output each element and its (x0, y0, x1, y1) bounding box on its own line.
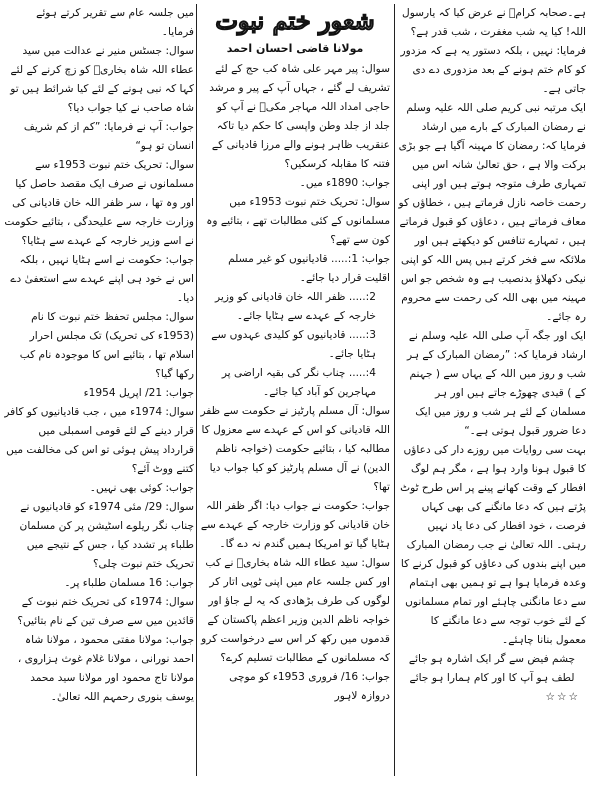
paragraph: ایک مرتبہ نبی کریم صلی اللہ علیہ وسلم نے رمضان المبارک کے بارے میں ارشاد فرمایا کہ: رمضان کا مہینہ آگیا ہے جو بڑی برکت والا ہے ، حق تعالیٰ شانہ اس میں تمہاری طرف متوجہ ہوتے ہیں اور اپنی رحمت خاصہ نازل فرماتے ہیں ، خطاؤں کو معاف فرماتے ہیں ، دعاؤں کو قبول فرماتے ہیں ، تمہارے تنافس کو دیکھتے ہیں اور ملائکہ سے فخر کرتے ہیں پس اللہ کو اپنی نیکی دکھلاؤ بدنصیب ہے وہ شخص جو اس مہینہ میں بھی اللہ کی رحمت سے محروم رہ جائے۔ (398, 102, 586, 323)
couplet-line: چشم فیض سے گر ایک اشارہ ہو جائے (408, 653, 576, 665)
paragraph: جواب: 21/ اپریل 1954ء (83, 387, 194, 399)
paragraph: جواب: کوئی بھی نہیں۔ (89, 482, 194, 494)
paragraph: سوال: 1974ء کی تحریک ختم نبوت کے قائدین میں سے صرف تین کے نام بتائیں؟ (17, 596, 194, 627)
couplet-line: لطف ہو آپ کا اور کام ہمارا ہو جائے (409, 672, 575, 684)
column-divider (394, 4, 395, 776)
stars-ornament: ☆☆☆ (545, 691, 580, 703)
paragraph: سوال: جسٹس منیر نے عدالت میں سید عطاء اللہ شاہ بخاریؒ کو زچ کرنے کے لئے کہا کہ نبی ہونے کے لئے کیا شرائط ہیں تو شاہ صاحب نے کیا جواب دیا؟ (10, 45, 194, 114)
paragraph: جواب: حکومت نے اسے ہٹایا نہیں ، بلکہ اس نے خود ہی اپنے عہدے سے استعفیٰ دے دیا۔ (10, 254, 194, 304)
paragraph: 3:..... قادیانیوں کو کلیدی عہدوں سے ہٹایا جائے۔ (211, 329, 376, 360)
masthead-title: شعور ختم نبوت (215, 6, 375, 35)
paragraph: جواب: مولانا مفتی محمود ، مولانا شاہ احمد نورانی ، مولانا غلام غوث ہزاروی ، مولانا تاج محمود اور مولانا سید محمد یوسف بنوری رحمہم اللہ تعالیٰ۔ (17, 634, 194, 703)
paragraph: سوال: 1974ء میں ، جب قادیانیوں کو کافر قرار دینے کے لئے قومی اسمبلی میں قرارداد پیش ہوئی تو اس کی مخالفت میں کتنے ووٹ آئے؟ (4, 406, 194, 475)
paragraph: جواب: 1890ء میں۔ (299, 177, 390, 189)
paragraph: جواب: حکومت نے جواب دیا: اگر ظفر اللہ خان قادیانی کو وزارت خارجہ کے عہدے سے ہٹایا گیا تو امریکا ہمیں گندم نہ دے گا۔ (200, 500, 390, 550)
paragraph: سوال: آل مسلم پارٹیز نے حکومت سے ظفر اللہ قادیانی کو اس کے عہدے سے معزول کا مطالبہ کیا ، بتائیے حکومت (خواجہ ناظم الدین) نے آل مسلم پارٹیز کو کیا جواب دیا تھا؟ (200, 405, 390, 493)
paragraph: سوال: مجلس تحفظ ختم نبوت کا نام (1953ء کی تحریک) تک مجلس احرار اسلام تھا ، بتائیے اس کا موجودہ نام کب رکھا گیا؟ (19, 311, 194, 380)
paragraph: سوال: سید عطاء اللہ شاہ بخاریؒ نے کب اور کس جلسہ عام میں اپنی ٹوپی اتار کر لوگوں کی طرف بڑھادی کہ یہ لے جاؤ اور خواجہ ناظم الدین وزیر اعظم پاکستان کے قدموں میں رکھ کر اس سے درخواست کرو کہ مسلمانوں کے مطالبات تسلیم کرے؟ (201, 557, 390, 664)
paragraph: 4:..... چناب نگر کی بقیہ اراضی پر مہاجرین کو آباد کیا جائے۔ (221, 367, 376, 398)
paragraph: 2:..... ظفر اللہ خان قادیانی کو وزیر خارجہ کے عہدے سے ہٹایا جائے۔ (215, 291, 376, 322)
paragraph: فرمایا: نہیں ، بلکہ دستور یہ ہے کہ مزدور کو کام ختم ہونے کے بعد مزدوری دے دی جاتی ہے۔ (400, 45, 586, 95)
paragraph: سوال: تحریک ختم نبوت 1953ء میں مسلمانوں کے کئی مطالبات تھے ، بتائیے وہ کون سے تھے؟ (206, 196, 390, 246)
middle-column (200, 4, 390, 706)
paragraph: جواب: 1:..... قادیانیوں کو غیر مسلم اقلیت قرار دیا جائے۔ (228, 253, 390, 284)
paragraph: سوال: پیر مہر علی شاہ کب حج کے لئے تشریف لے گئے ، جہاں آپ کے پیر و مرشد حاجی امداد اللہ مہاجر مکیؒ نے آپ کو جلد از جلد وطن واپسی کا حکم دیا تاکہ عنقریب ظاہر ہونے والے مرزا قادیانی کے فتنہ کا مقابلہ کرسکیں؟ (209, 63, 390, 170)
paragraph: ایک اور جگہ آپ صلی اللہ علیہ وسلم نے ارشاد فرمایا کہ: ”رمضان المبارک کے ہر شب و روز میں اللہ کے یہاں سے ( جہنم کے ) قیدی چھوڑے جاتے ہیں اور ہر مسلمان کے لئے ہر شب و روز میں ایک دعا ضرور قبول ہوتی ہے۔“ (407, 330, 586, 437)
paragraph: میں جلسہ عام سے تقریر کرتے ہوئے فرمایا۔ (36, 7, 194, 38)
byline: مولانا قاضی احسان احمد (226, 42, 364, 55)
paragraph: جواب: 16 مسلمان طلباء پر۔ (64, 577, 194, 589)
masthead (200, 4, 390, 38)
paragraph: بہت سی روایات میں روزے دار کی دعاؤں کا قبول ہونا وارد ہوا ہے ، مگر ہم لوگ افطار کے وقت کھانے پینے پر اس طرح ٹوٹ پڑتے ہیں کہ دعا مانگنے کی بھی کہاں فرصت ، خود افطار کی دعا یاد نہیں رہتی۔ اللہ تعالیٰ نے جب رمضان المبارک میں اپنے بندوں کی دعاؤں کو قبول کرنے کا وعدہ فرمایا ہوا ہے تو ہمیں بھی اہتمام سے دعا مانگنی چاہئے اور تمام مسلمانوں کے لئے خوب توجہ سے دعا مانگنے کا معمول بنانا چاہئے۔ (400, 444, 586, 646)
left-column (4, 4, 194, 707)
paragraph: جواب: آپ نے فرمایا: ”کم از کم شریف انسان تو ہو“ (23, 121, 194, 152)
paragraph: سوال: تحریک ختم نبوت 1953ء سے مسلمانوں نے صرف ایک مقصد حاصل کیا اور وہ تھا ، سر ظفر اللہ خان قادیانی کی وزارت خارجہ سے علیحدگی ، بتائیے حکومت نے اسے وزیر خارجہ کے عہدے سے ہٹایا؟ (4, 159, 194, 247)
paragraph: ہے۔صحابہ کرامؓ نے عرض کیا کہ یارسول اللہ! کیا یہ شب مغفرت ، شب قدر ہے؟ (402, 7, 586, 38)
paragraph: سوال: 29/ مئی 1974ء کو قادیانیوں نے چناب نگر ریلوے اسٹیشن پر کن مسلمان طلباء پر تشدد کیا ، جس کے نتیجے میں تحریک ختم نبوت چلی؟ (19, 501, 194, 570)
right-column (398, 4, 586, 707)
paragraph: جواب: 16/ فروری 1953ء کو موچی دروازہ لاہور (229, 671, 390, 702)
column-divider (196, 4, 197, 776)
